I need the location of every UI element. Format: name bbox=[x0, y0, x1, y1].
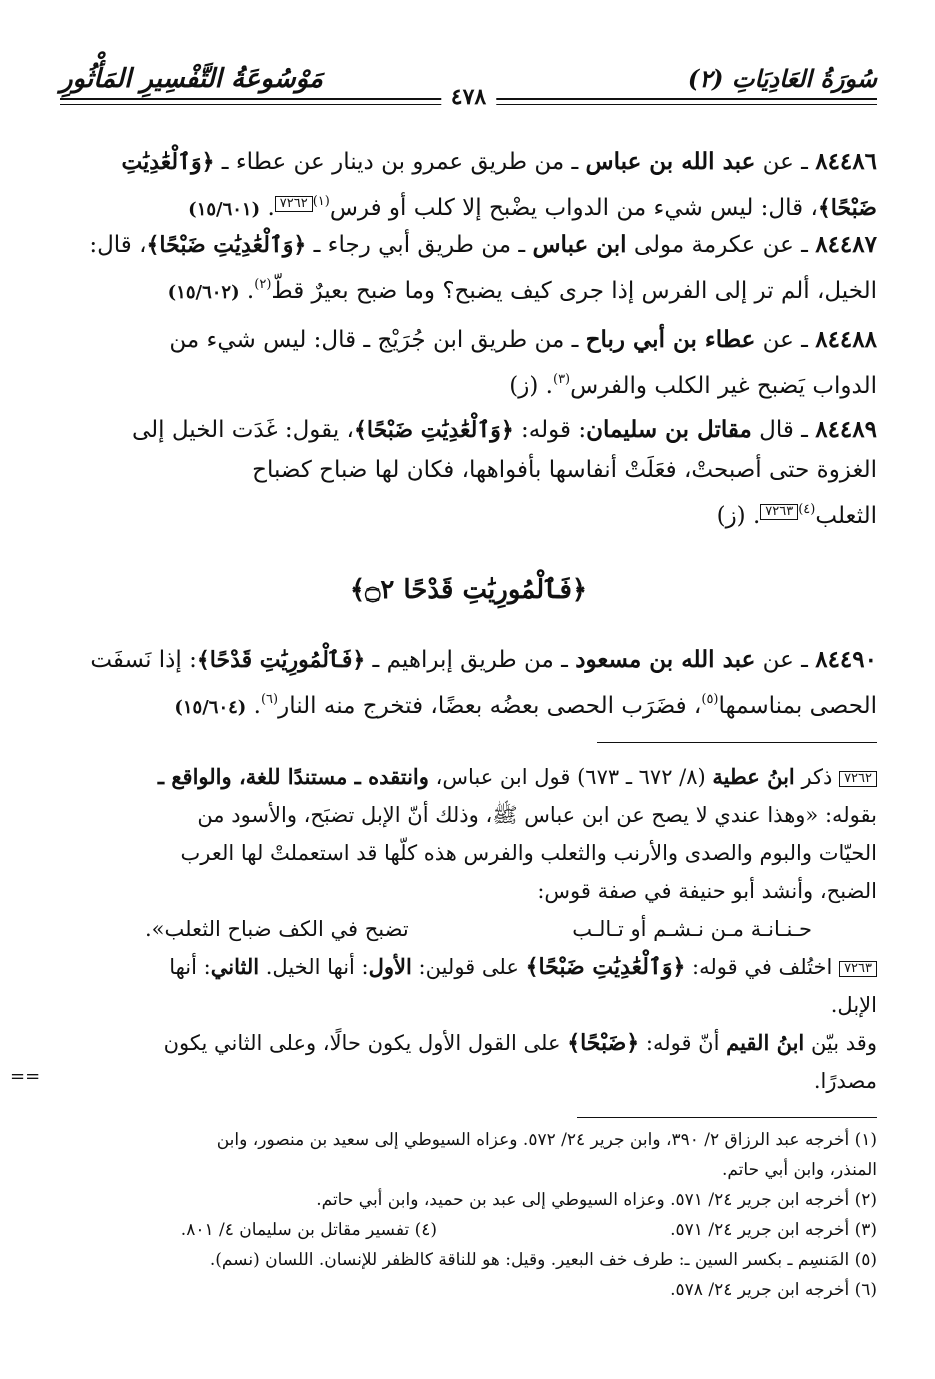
entry-text: الثعلب bbox=[815, 503, 877, 529]
entry-number: ٨٤٤٩٠ bbox=[815, 646, 877, 673]
footnote-6: (٦) أخرجه ابن جرير ٢٤/ ٥٧٨. bbox=[670, 1280, 877, 1300]
opinion-label-first: الأول bbox=[368, 954, 412, 979]
commentary-text: ذكر bbox=[794, 765, 840, 789]
quran-quote: ضَبْحًا﴾ bbox=[817, 195, 877, 221]
source-reference: (١٥/٦٠٤) bbox=[174, 697, 247, 718]
book-title: مَوْسُوعَةُ التَّفْسِيرِ المَأْثُورِ bbox=[60, 64, 323, 94]
commentary-ref-box: ٧٢٦٣ bbox=[839, 961, 877, 977]
opinion-label-second: الثاني bbox=[210, 954, 260, 979]
entry-text: ـ قال bbox=[751, 417, 816, 443]
entry-text: . (ز) bbox=[509, 373, 553, 399]
commentary-separator bbox=[597, 742, 877, 743]
entry-text: . bbox=[246, 693, 261, 719]
commentary-line: الضبح، وأنشد أبو حنيفة في صفة قوس: bbox=[537, 879, 877, 903]
commentary-line: الإبل. bbox=[830, 993, 877, 1017]
entry-text: ، قال: ليس شيء من الدواب يضْبح إلا كلب أو فرس bbox=[329, 195, 818, 221]
footnote-1: (١) أخرجه عبد الرزاق ٢/ ٣٩٠، وابن جرير ٢٤/ ٥٧٢. وعزاه السيوطي إلى سعيد بن منصور، وابن bbox=[216, 1130, 877, 1150]
footnote-marker[interactable]: (٢) bbox=[254, 277, 272, 292]
entry-text: ، فضَرَب الحصى بعضُه بعضًا، فتخرج منه النار bbox=[278, 693, 702, 719]
entry-84488 bbox=[60, 320, 877, 406]
commentary-line bbox=[60, 948, 877, 986]
entry-line bbox=[60, 360, 877, 406]
footnotes bbox=[60, 1125, 877, 1305]
entry-84490 bbox=[60, 640, 877, 728]
commentary-line bbox=[60, 758, 877, 796]
entry-line bbox=[60, 680, 877, 728]
narrator-name: عبد الله بن عباس bbox=[585, 148, 756, 175]
narrator-name: عطاء بن أبي رباح bbox=[585, 326, 756, 353]
entry-text: ـ من طريق إبراهيم ـ bbox=[365, 647, 576, 673]
verse-heading: ﴿فَٱلْمُورِيَٰتِ قَدْحًا ۝٢﴾ bbox=[349, 575, 588, 605]
footnote-3: (٣) أخرجه ابن جرير ٢٤/ ٥٧١. bbox=[670, 1220, 877, 1240]
commentary-7262 bbox=[60, 758, 877, 910]
footnote-5: (٥) المَنسِم ـ بكسر السين ـ: طرف خف البعير. وقيل: هو للناقة كالظفر للإنسان. اللسان (نسم). bbox=[209, 1250, 877, 1270]
commentary-line: بقوله: «وهذا عندي لا يصح عن ابن عباس ﷺ، وذلك أنّ الإبل تضبَح، والأسود من bbox=[197, 803, 877, 827]
commentary-text: على القول الأول يكون حالًا، وعلى الثاني يكون bbox=[163, 1031, 568, 1055]
commentary-text: (٨/ ٦٧٢ ـ ٦٧٣) قول ابن عباس، bbox=[428, 765, 713, 789]
footnote-4: (٤) تفسير مقاتل بن سليمان ٤/ ٨٠١. bbox=[180, 1220, 437, 1240]
entry-number: ٨٤٤٨٦ bbox=[815, 148, 877, 175]
entry-text: ـ عن bbox=[755, 647, 816, 673]
entry-text: الخيل، ألم تر إلى الفرس إذا جرى كيف يضبح؟ وما ضبح بعيرٌ قطّ bbox=[271, 278, 877, 304]
entry-text: ، يقول: غَدَت الخيل إلى bbox=[131, 417, 354, 443]
quran-quote: ﴿فَٱلْمُورِيَٰتِ قَدْحًا﴾ bbox=[196, 647, 366, 673]
commentary-text: أنّ قوله: bbox=[639, 1031, 727, 1055]
commentary-text: : أنها الخيل. bbox=[259, 955, 369, 979]
entry-text: . bbox=[239, 278, 255, 304]
entry-84486 bbox=[60, 142, 877, 230]
entry-text: الغزوة حتى أصبحتْ، فعَلَتْ أنفاسها بأفواهها، فكان لها ضباح كضباح bbox=[252, 457, 877, 483]
entry-text: ـ عن bbox=[755, 149, 816, 175]
commentary-line bbox=[60, 1024, 877, 1062]
entry-text: ـ من طريق ابن جُرَيْج ـ قال: ليس شيء من bbox=[169, 327, 586, 353]
quran-quote: ﴿وَٱلْعَٰدِيَٰتِ bbox=[121, 149, 215, 175]
margin-mark: == bbox=[10, 1066, 41, 1087]
entry-text: ـ من طريق عمرو بن دينار عن عطاء ـ bbox=[214, 149, 586, 175]
entry-line bbox=[60, 225, 877, 265]
footnote-marker[interactable]: (٣) bbox=[552, 372, 571, 387]
entry-number: ٨٤٤٨٩ bbox=[815, 416, 877, 443]
entry-number: ٨٤٤٨٨ bbox=[815, 326, 877, 353]
entry-84489 bbox=[60, 410, 877, 536]
entry-text: : قوله: bbox=[513, 417, 587, 443]
entry-84487 bbox=[60, 225, 877, 313]
narrator-name: عبد الله بن مسعود bbox=[575, 646, 756, 673]
quran-quote: ﴿وَٱلْعَٰدِيَٰتِ ضَبْحًا﴾ bbox=[353, 417, 514, 443]
narrator-name: ابن عباس bbox=[532, 231, 627, 258]
entry-text: الدواب يَضبح غير الكلب والفرس bbox=[570, 373, 877, 399]
source-reference: (١٥/٦٠٢) bbox=[167, 282, 240, 303]
entry-line bbox=[60, 142, 877, 182]
surah-title: سُورَةُ العَادِيَاتِ (٢) bbox=[687, 64, 877, 93]
entry-text: ـ من طريق أبي رجاء ـ bbox=[306, 232, 533, 258]
commentary-text: وقد بيّن bbox=[804, 1031, 877, 1055]
poem-verse bbox=[60, 910, 877, 948]
entry-text: . (ز) bbox=[716, 503, 761, 529]
entry-text: . bbox=[260, 195, 275, 221]
entry-line bbox=[60, 182, 877, 230]
footnote-1-cont: المنذر، وابن أبي حاتم. bbox=[721, 1160, 877, 1180]
commentary-7263 bbox=[60, 948, 877, 1100]
entry-line bbox=[60, 490, 877, 536]
footnote-marker[interactable]: (٦) bbox=[260, 692, 279, 707]
footnote-marker[interactable]: (٥) bbox=[701, 692, 719, 707]
entry-line bbox=[60, 450, 877, 490]
footnote-3-4-row bbox=[60, 1215, 877, 1245]
commentary-text: اختُلف في قوله: bbox=[685, 955, 840, 979]
commentary-line: مصدرًا. bbox=[813, 1069, 877, 1093]
entry-text: : إذا نَسفَت bbox=[90, 647, 197, 673]
entry-text: ـ عن bbox=[755, 327, 816, 353]
footnote-marker[interactable]: (١) bbox=[312, 194, 330, 209]
commentary-ref-box[interactable]: ٧٢٦٢ bbox=[275, 196, 313, 212]
commentary-ref-box: ٧٢٦٢ bbox=[839, 771, 877, 787]
scholar-name: ابنُ عطية bbox=[712, 764, 795, 789]
commentary-ref-box[interactable]: ٧٢٦٣ bbox=[760, 504, 798, 520]
page-header bbox=[60, 60, 877, 120]
entry-text: الحصى بمناسمها bbox=[718, 693, 877, 719]
entry-text: ـ عن عكرمة مولى bbox=[626, 232, 816, 258]
scholar-name: ابنُ القيم bbox=[726, 1030, 805, 1055]
quran-quote: ﴿وَٱلْعَٰدِيَٰتِ ضَبْحًا﴾ bbox=[525, 954, 686, 980]
commentary-line: الحيّات والبوم والصدى والأرنب والثعلب والفرس هذه كلّها قد استعملتْ لها العرب bbox=[180, 841, 877, 865]
entry-line bbox=[60, 265, 877, 313]
entry-number: ٨٤٤٨٧ bbox=[815, 231, 877, 258]
entry-text: ، قال: bbox=[89, 232, 147, 258]
poem-hemistich-left: تضبح في الكف ضباح الثعلب». bbox=[145, 917, 409, 941]
source-reference: (١٥/٦٠١) bbox=[188, 199, 261, 220]
quran-quote: ﴿وَٱلْعَٰدِيَٰتِ ضَبْحًا﴾ bbox=[146, 232, 307, 258]
commentary-text: على قولين: bbox=[411, 955, 526, 979]
poem-hemistich-right: حـنـانـة مـن نـشـم أو تـالـب bbox=[572, 917, 812, 941]
page-number: ٤٧٨ bbox=[441, 84, 496, 110]
footnote-separator bbox=[577, 1117, 877, 1118]
commentary-emphasis: وانتقده ـ مستندًا للغة، والواقع ـ bbox=[157, 764, 429, 789]
narrator-name: مقاتل بن سليمان bbox=[586, 416, 752, 443]
footnote-marker[interactable]: (٤) bbox=[798, 502, 816, 517]
footnote-2: (٢) أخرجه ابن جرير ٢٤/ ٥٧١. وعزاه السيوطي إلى عبد بن حميد، وابن أبي حاتم. bbox=[316, 1190, 877, 1210]
entry-line bbox=[60, 640, 877, 680]
entry-line bbox=[60, 410, 877, 450]
commentary-text: : أنها bbox=[169, 955, 211, 979]
entry-line bbox=[60, 320, 877, 360]
quran-quote: ﴿ضَبْحًا﴾ bbox=[567, 1030, 640, 1056]
